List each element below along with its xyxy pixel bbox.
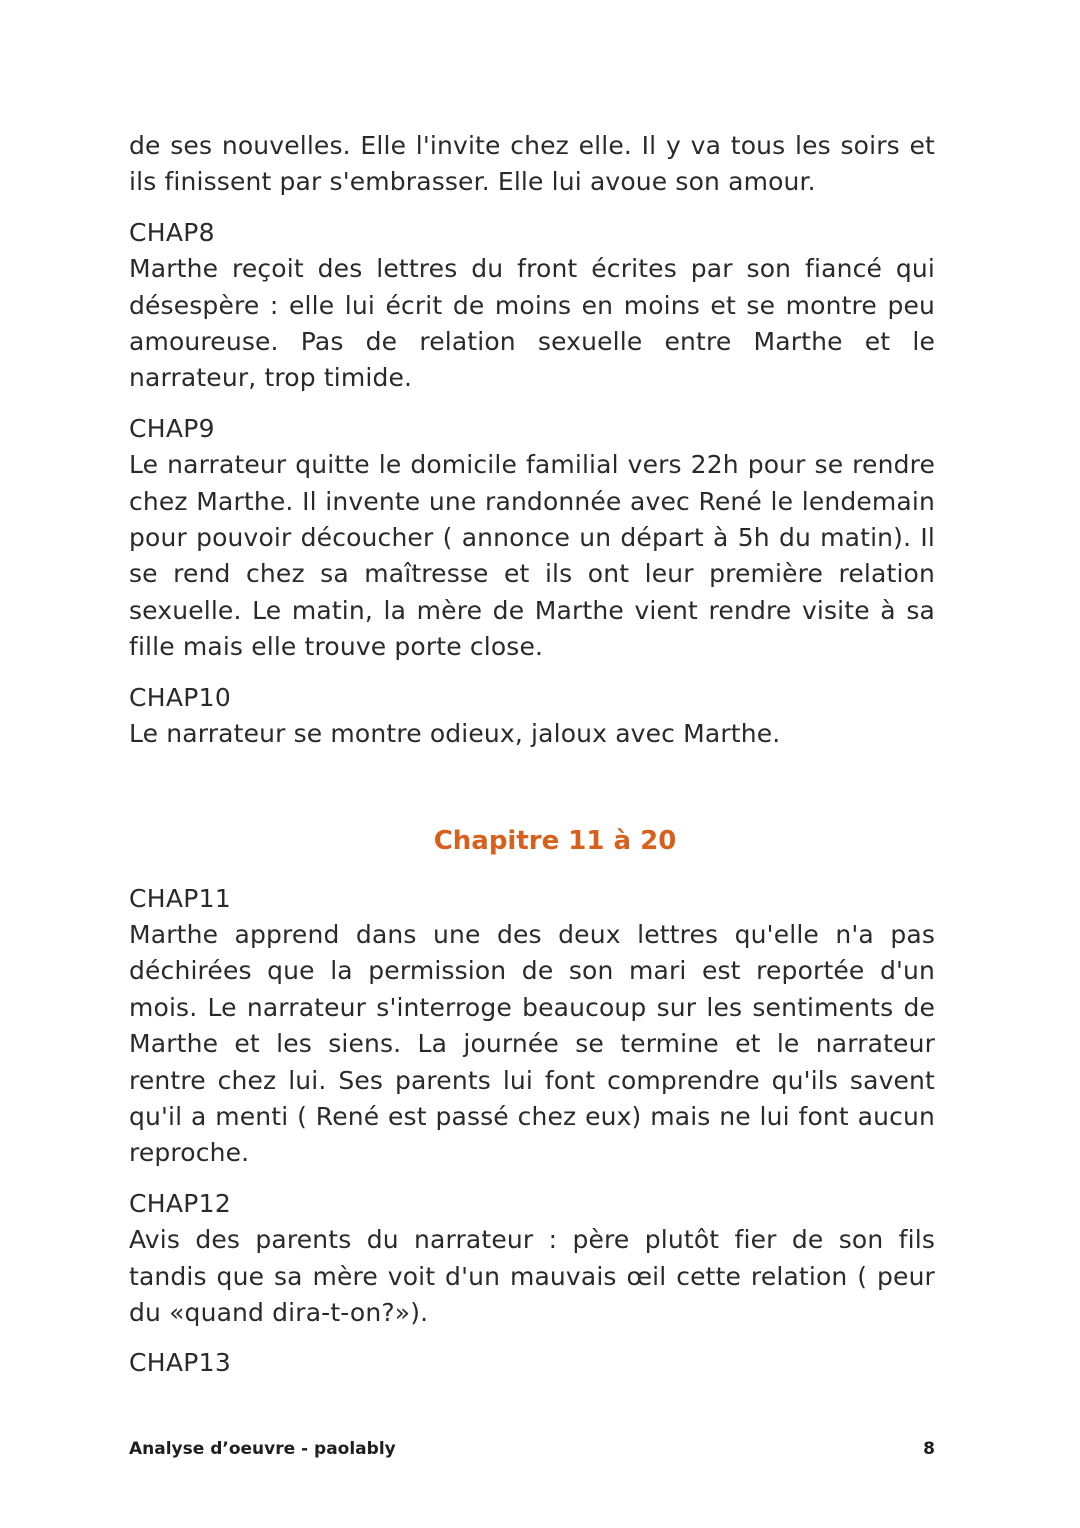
footer-document-label: Analyse d’oeuvre - paolably <box>129 1439 396 1459</box>
chapter-text: Le narrateur se montre odieux, jaloux avec Marthe. <box>129 719 781 749</box>
chapter-title: CHAP9 <box>129 413 215 443</box>
chapter-block-10 <box>129 680 935 753</box>
chapter-title: CHAP11 <box>129 883 232 913</box>
chapter-block-13 <box>129 1345 935 1381</box>
chapter-text: Marthe apprend dans une des deux lettres qu'elle n'a pas déchirées que la permission de son mari est reportée d'un mois. Le narrateur s'interroge beaucoup sur les sentiments de Marthe et les siens. La journée se termine et le narrateur rentre chez lui. Ses parents lui font comprendre qu'ils savent qu'il a menti ( René est passé chez eux) mais ne lui font aucun reproche. <box>129 919 935 1168</box>
page-number: 8 <box>923 1439 935 1459</box>
page-body <box>129 128 935 1396</box>
chapter-block-12 <box>129 1186 935 1332</box>
chapter-title: CHAP13 <box>129 1348 232 1378</box>
chapter-text: Marthe reçoit des lettres du front écrites par son fiancé qui désespère : elle lui écrit de moins en moins et se montre peu amoureuse. Pas de relation sexuelle entre Marthe et le narrateur, trop timide. <box>129 254 935 393</box>
chapter-block-9 <box>129 411 935 666</box>
chapter-text: Avis des parents du narrateur : père plutôt fier de son fils tandis que sa mère voit d'un mauvais œil cette relation ( peur du «quand dira-t-on?»). <box>129 1225 935 1327</box>
chapter-title: CHAP12 <box>129 1188 232 1218</box>
chapter-block-11 <box>129 881 935 1172</box>
chapter-block-8 <box>129 215 935 397</box>
chapter-text: Le narrateur quitte le domicile familial vers 22h pour se rendre chez Marthe. Il invente une randonnée avec René le lendemain pour pouvoir découcher ( annonce un départ à 5h du matin). Il se rend chez sa maîtresse et ils ont leur première relation sexuelle. Le matin, la mère de Marthe vient rendre visite à sa fille mais elle trouve porte close. <box>129 450 935 662</box>
chapter-title: CHAP8 <box>129 217 215 247</box>
intro-paragraph: de ses nouvelles. Elle l'invite chez elle. Il y va tous les soirs et ils finissent par s'embrasser. Elle lui avoue son amour. <box>129 131 935 197</box>
section-heading: Chapitre 11 à 20 <box>433 825 677 856</box>
chapter-title: CHAP10 <box>129 682 232 712</box>
